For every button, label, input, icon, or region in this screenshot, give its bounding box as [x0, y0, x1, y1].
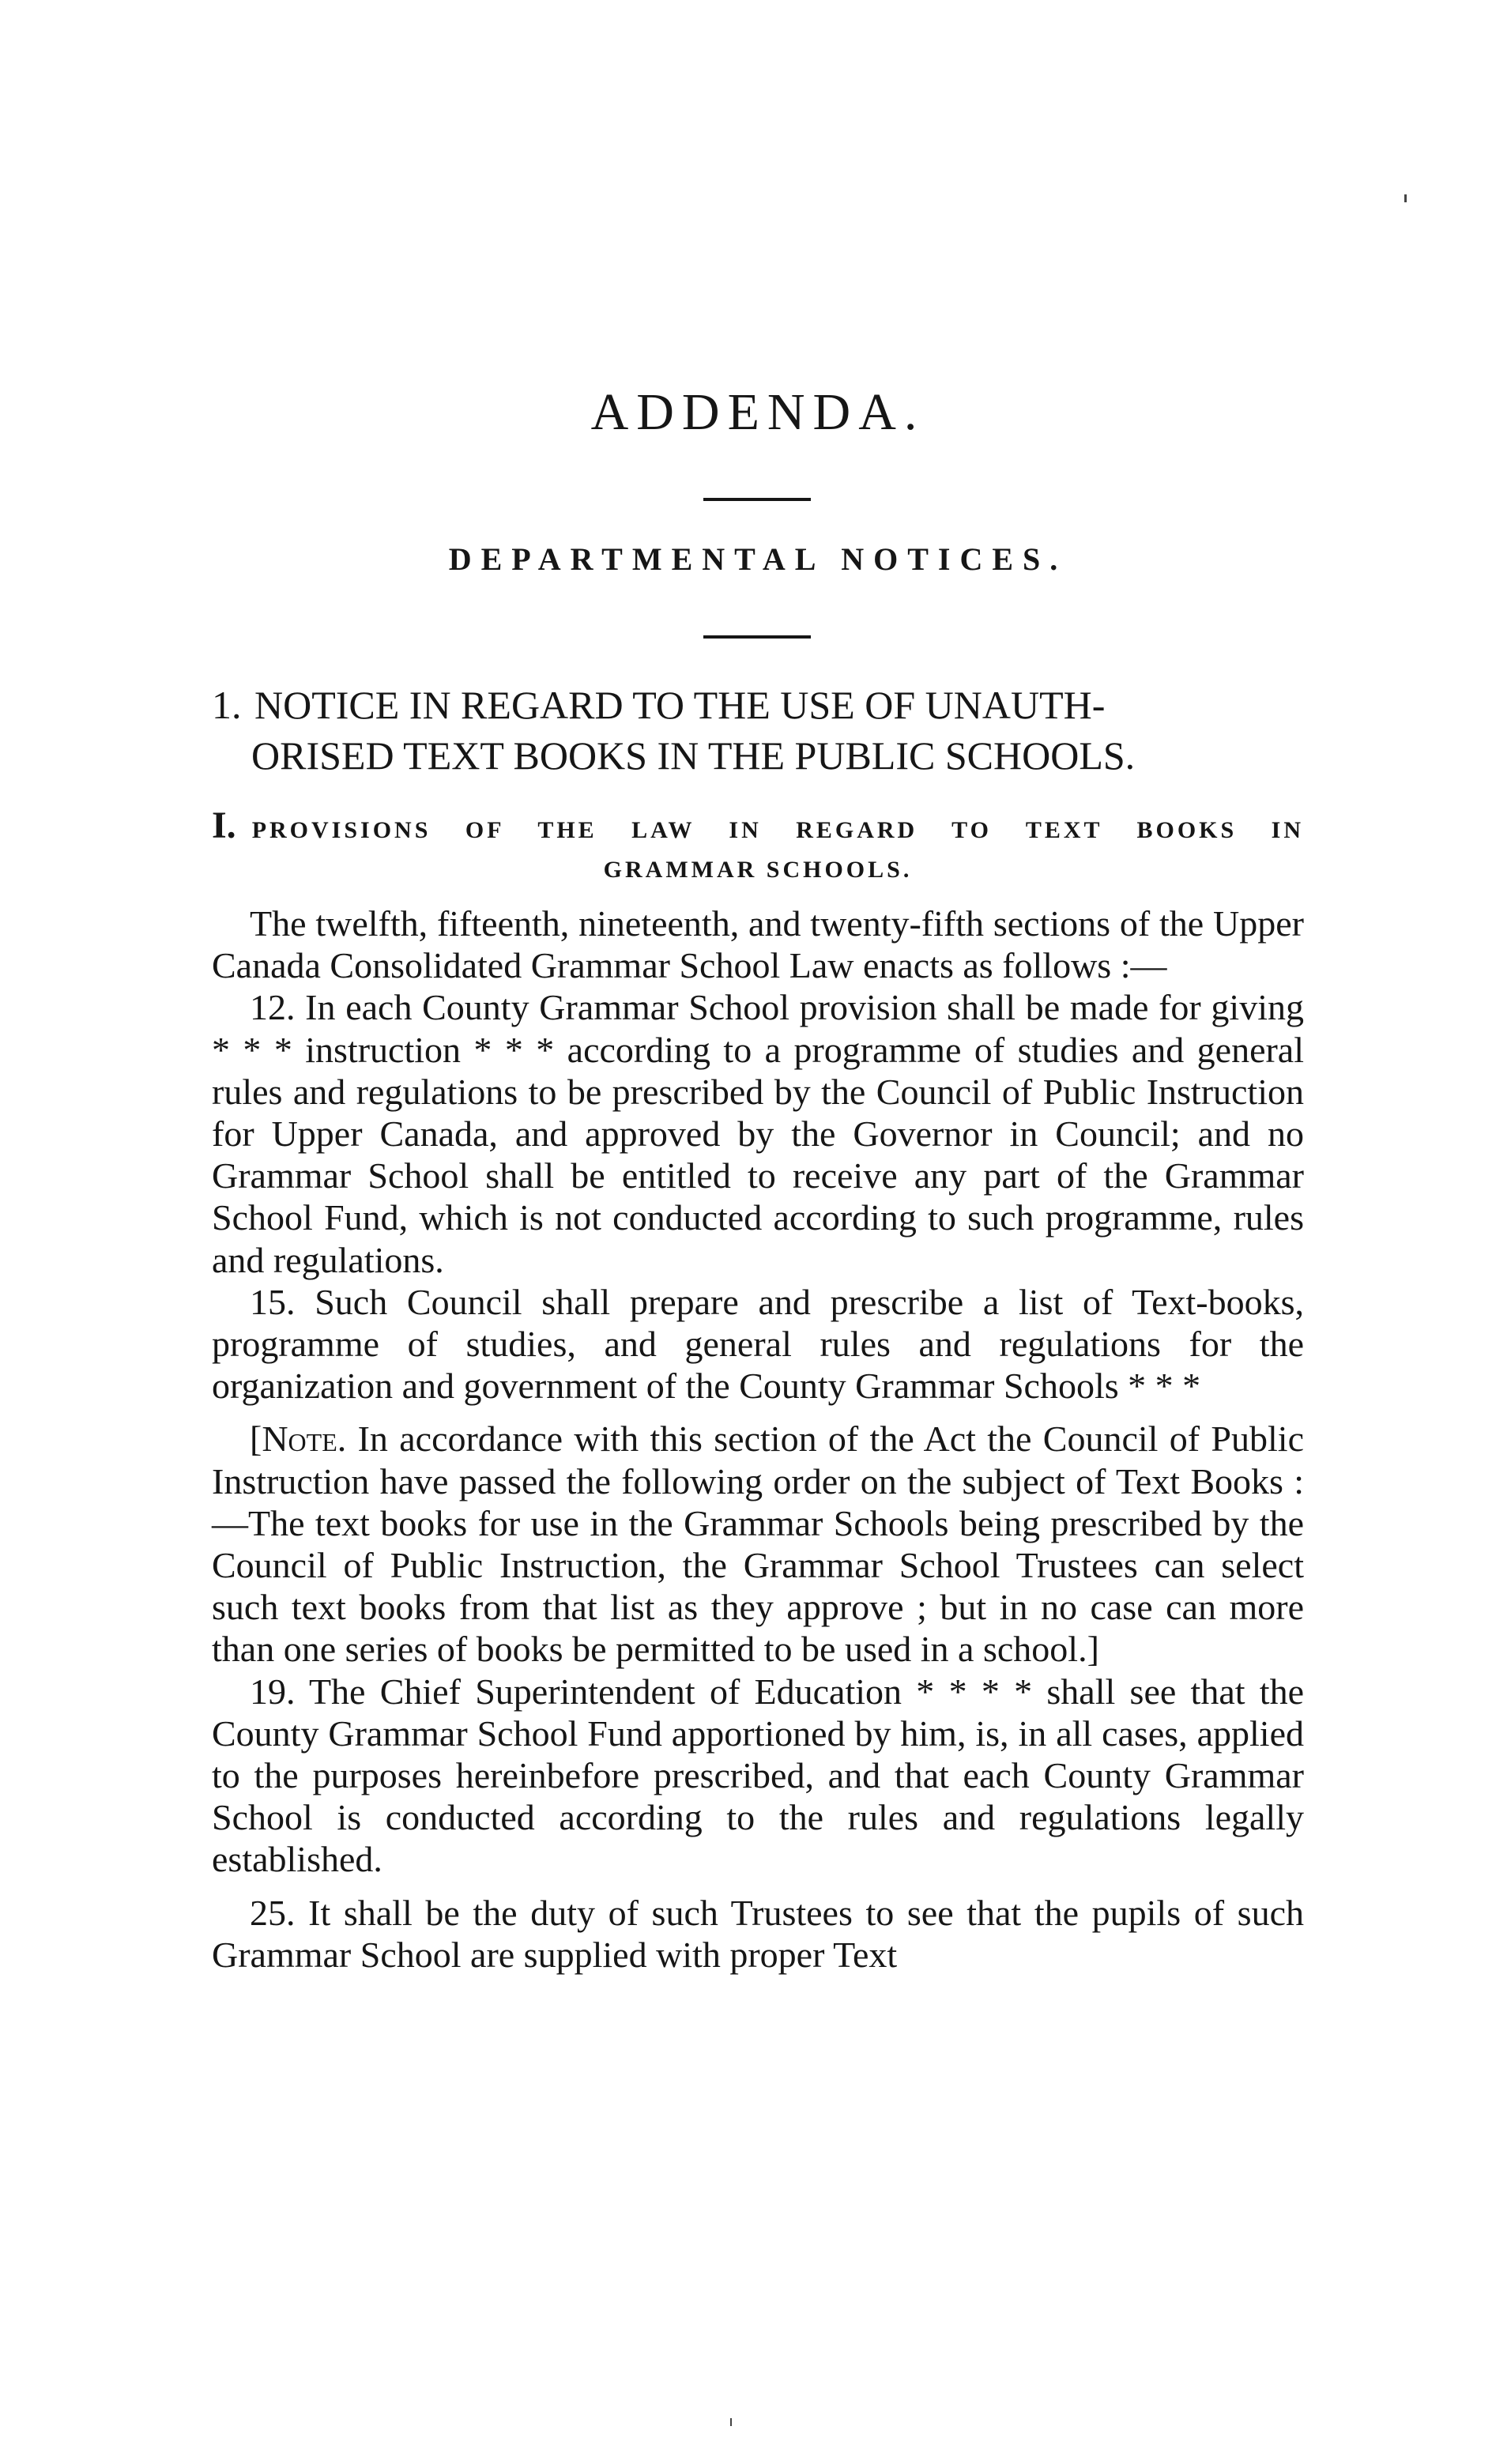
title-rule — [703, 498, 811, 501]
body-text — [212, 902, 1304, 1976]
section-19-paragraph: 19. The Chief Superintendent of Education * * * * shall see that the County Grammar School Fund apportioned by him, is, in all cases, applied to the purposes hereinbefore prescribed, and that each County Grammar School is conducted according to the rules and regulations legally established. — [212, 1671, 1304, 1880]
intro-paragraph: The twelfth, fifteenth, nineteenth, and twenty-fifth sections of the Upper Canada Consolidated Grammar School Law enacts as follows :— — [212, 903, 1304, 986]
notice-heading-line-1 — [212, 680, 1304, 730]
subsection-heading-line-2: GRAMMAR SCHOOLS. — [603, 857, 913, 883]
notice-heading-line-2: ORISED TEXT BOOKS IN THE PUBLIC SCHOOLS. — [251, 733, 1136, 778]
section-12-paragraph: 12. In each County Grammar School provision shall be made for giving * * * instruction * * * according to a programme of studies and general rules and regulations to be prescribed by the Council of Public Instruction for Upper Canada, and approved by the Governor in Council; and no Grammar School shall be entitled to receive any part of the Grammar School Fund, which is not conducted according to such programme, rules and regulations. — [212, 987, 1304, 1280]
note-bracket: [ — [250, 1418, 262, 1460]
scan-speck — [1404, 194, 1407, 202]
heading-rule — [703, 635, 811, 639]
page-title: ADDENDA. — [590, 383, 925, 441]
section-heading: DEPARTMENTAL NOTICES. — [448, 541, 1068, 577]
subsection-heading-text-1: PROVISIONS OF THE LAW IN REGARD TO TEXT BOOKS IN — [251, 817, 1304, 843]
note-text: In accordance with this section of the Act the Council of Public Instruction have passed the following order on the subject of Text Books :—The text books for use in the Grammar Schools being prescribed by the Council of Public Instruction, the Grammar School Trustees can select such text books from that list as they approve ; but in no case can more than one series of books be permitted to be used in a school.] — [212, 1418, 1304, 1670]
section-15-paragraph: 15. Such Council shall prepare and prescribe a list of Text-books, programme of studies, and general rules and regulations for the organization and government of the County Grammar Schools * * * — [212, 1281, 1304, 1407]
section-25-paragraph: 25. It shall be the duty of such Trustees to see that the pupils of such Grammar School are supplied with proper Text — [212, 1892, 1304, 1975]
subsection-numeral: I. — [212, 804, 236, 846]
subsection-heading — [212, 806, 1304, 890]
notice-heading-text-1: NOTICE IN REGARD TO THE USE OF UNAUTH- — [254, 683, 1106, 727]
note-label: Note. — [262, 1418, 347, 1460]
note-paragraph — [212, 1418, 1304, 1670]
notice-number: 1. — [212, 683, 242, 727]
subsection-heading-line-1 — [212, 806, 1304, 850]
notice-heading — [212, 680, 1304, 781]
scan-speck — [730, 2418, 732, 2426]
